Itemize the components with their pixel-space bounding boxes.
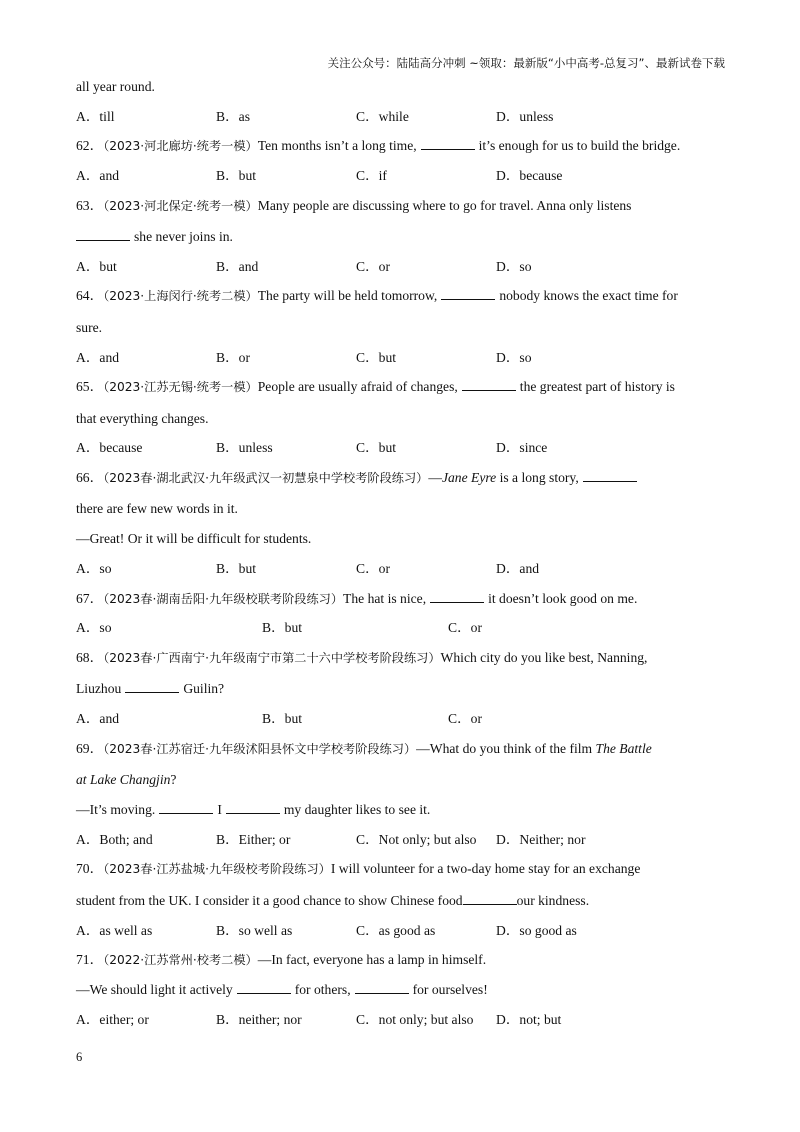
stem-text: for others, <box>294 981 351 997</box>
option-d: D．unless <box>496 108 554 124</box>
answer-blank <box>226 800 280 814</box>
stem-text: People are usually afraid of changes, <box>257 379 458 395</box>
option-d: D．Neither; nor <box>496 831 586 847</box>
option-d: D．so <box>496 258 532 274</box>
q70-stem <box>76 859 726 891</box>
option-a: A．till <box>76 108 115 124</box>
q71-options <box>76 1010 726 1040</box>
q71-stem <box>76 950 726 980</box>
option-a: A．but <box>76 258 117 274</box>
stem-text: I <box>217 801 222 817</box>
film-title: The Battle <box>595 740 652 756</box>
q65-stem <box>76 377 726 409</box>
stem-text: nobody knows the exact time for <box>499 288 678 304</box>
option-c: C．or <box>448 711 482 727</box>
option-a: A．so <box>76 620 112 636</box>
question-source: （2023·河北保定·统考一模） <box>103 198 258 213</box>
question-source: （2023·上海闵行·统考二模） <box>103 289 258 304</box>
option-c: C．but <box>356 440 397 456</box>
q66-stem <box>76 468 726 500</box>
answer-blank <box>430 589 484 603</box>
answer-blank <box>76 227 130 241</box>
option-b: B．and <box>216 258 259 274</box>
option-c: C．but <box>356 349 397 365</box>
stem-text: —We should light it actively <box>76 981 233 997</box>
question-number: 71． <box>76 952 104 968</box>
q70-options <box>76 921 726 951</box>
question-list <box>76 77 726 1039</box>
option-d: D．since <box>496 440 548 456</box>
stem-text: she never joins in. <box>134 229 233 245</box>
option-a: A．so <box>76 561 112 577</box>
question-source: （2023春·广西南宁·九年级南宁市第二十六中学校考阶段练习） <box>103 650 441 665</box>
question-source: （2022·江苏常州·校考二模） <box>103 953 258 968</box>
q68-options <box>76 709 726 739</box>
stem-text: Guilin? <box>183 681 225 697</box>
question-number: 66． <box>76 469 104 485</box>
stem-text: The hat is nice, <box>343 590 427 606</box>
q69-stem <box>76 739 726 771</box>
option-c: C．or <box>448 620 482 636</box>
option-b: B．Either; or <box>216 831 291 847</box>
q65-stem-cont: that everything changes. <box>76 410 209 426</box>
option-a: A．as well as <box>76 922 153 938</box>
question-number: 64． <box>76 288 104 304</box>
stem-text: —It’s moving. <box>76 801 156 817</box>
question-number: 69． <box>76 740 104 756</box>
answer-blank <box>355 980 409 994</box>
q70-stem-cont <box>76 891 726 921</box>
intro-line: all year round. <box>76 79 155 94</box>
option-a: A．either; or <box>76 1011 149 1027</box>
stem-text: —In fact, everyone has a lamp in himself. <box>257 952 487 968</box>
question-source: （2023·河北廊坊·统考一模） <box>103 139 258 154</box>
option-b: B．as <box>216 108 250 124</box>
option-b: B．unless <box>216 440 273 456</box>
q63-options <box>76 257 726 287</box>
stem-text: my daughter likes to see it. <box>283 801 431 817</box>
question-source: （2023春·湖南岳阳·九年级校联考阶段练习） <box>103 591 344 606</box>
page-header: 关注公众号：陆陆高分冲刺 ~领取：最新版“小中高考-总复习”、最新试卷下载 <box>327 56 725 70</box>
question-source: （2023春·湖北武汉·九年级武汉一初慧泉中学校考阶段练习） <box>103 470 429 485</box>
stem-text: for ourselves! <box>412 981 488 997</box>
stem-text: — <box>428 469 442 485</box>
option-c: C．as good as <box>356 922 436 938</box>
stem-text: it’s enough for us to build the bridge. <box>478 138 681 154</box>
option-c: C．not only; but also <box>356 1011 474 1027</box>
stem-text: ? <box>170 772 177 788</box>
q65-options <box>76 438 726 468</box>
q66-reply: —Great! Or it will be difficult for students. <box>76 531 312 547</box>
stem-text: I will volunteer for a two-day home stay for an exchange <box>330 861 641 877</box>
stem-text: the greatest part of history is <box>519 379 675 395</box>
option-c: C．Not only; but also <box>356 831 477 847</box>
answer-blank <box>463 891 517 905</box>
stem-text: Which city do you like best, Nanning, <box>440 649 648 665</box>
answer-blank <box>441 286 495 300</box>
option-d: D．so good as <box>496 922 577 938</box>
option-b: B．so well as <box>216 922 293 938</box>
answer-blank <box>125 679 179 693</box>
q71-reply <box>76 980 726 1010</box>
q62-options <box>76 166 726 196</box>
option-a: A．Both; and <box>76 831 153 847</box>
question-number: 63． <box>76 197 104 213</box>
q64-stem <box>76 286 726 318</box>
q66-stem-cont: there are few new words in it. <box>76 501 238 517</box>
question-number: 70． <box>76 861 104 877</box>
option-b: B．neither; nor <box>216 1011 302 1027</box>
q68-stem-cont <box>76 679 726 709</box>
question-number: 68． <box>76 649 104 665</box>
stem-text: our kindness. <box>516 892 590 908</box>
question-source: （2023春·江苏宿迁·九年级沭阳县怀文中学校考阶段练习） <box>103 741 417 756</box>
q68-stem <box>76 648 726 680</box>
option-b: B．or <box>216 349 250 365</box>
option-c: C．if <box>356 168 387 184</box>
q64-options <box>76 348 726 378</box>
option-b: B．but <box>262 711 303 727</box>
q67-stem <box>76 589 726 619</box>
question-source: （2023·江苏无锡·统考一模） <box>103 380 258 395</box>
stem-text: Many people are discussing where to go for travel. Anna only listens <box>257 197 632 213</box>
stem-text: The party will be held tomorrow, <box>257 288 438 304</box>
q62-stem <box>76 136 726 166</box>
option-b: B．but <box>216 561 257 577</box>
option-c: C．or <box>356 561 390 577</box>
option-a: A．because <box>76 440 143 456</box>
stem-text: —What do you think of the film <box>416 740 593 756</box>
q61-options <box>76 107 726 137</box>
answer-blank <box>237 980 291 994</box>
stem-text: it doesn’t look good on me. <box>488 590 638 606</box>
film-title-cont: at Lake Changjin <box>76 772 171 788</box>
option-a: A．and <box>76 349 120 365</box>
answer-blank <box>583 468 637 482</box>
stem-text: is a long story, <box>496 469 579 485</box>
option-d: D．because <box>496 168 563 184</box>
q69-stem-cont <box>76 770 726 800</box>
option-d: D．not; but <box>496 1011 562 1027</box>
page-number: 6 <box>76 1050 83 1064</box>
question-number: 67． <box>76 590 104 606</box>
option-c: C．or <box>356 258 390 274</box>
stem-text: Ten months isn’t a long time, <box>257 138 417 154</box>
option-b: B．but <box>262 620 303 636</box>
option-d: D．and <box>496 561 540 577</box>
question-number: 62． <box>76 138 104 154</box>
answer-blank <box>159 800 213 814</box>
q63-stem <box>76 196 726 228</box>
q67-options <box>76 618 726 648</box>
option-d: D．so <box>496 349 532 365</box>
book-title: Jane Eyre <box>441 469 497 485</box>
q69-options <box>76 830 726 860</box>
option-c: C．while <box>356 108 409 124</box>
answer-blank <box>462 377 516 391</box>
answer-blank <box>421 136 475 150</box>
option-a: A．and <box>76 711 120 727</box>
q63-stem-cont <box>76 227 726 257</box>
question-source: （2023春·江苏盐城·九年级校考阶段练习） <box>103 862 331 877</box>
stem-text: Liuzhou <box>76 681 122 697</box>
option-b: B．but <box>216 168 257 184</box>
option-a: A．and <box>76 168 120 184</box>
q69-reply <box>76 800 726 830</box>
q64-stem-cont: sure. <box>76 319 103 335</box>
stem-text: student from the UK. I consider it a good chance to show Chinese food <box>76 892 463 908</box>
question-number: 65． <box>76 379 104 395</box>
q66-options <box>76 559 726 589</box>
